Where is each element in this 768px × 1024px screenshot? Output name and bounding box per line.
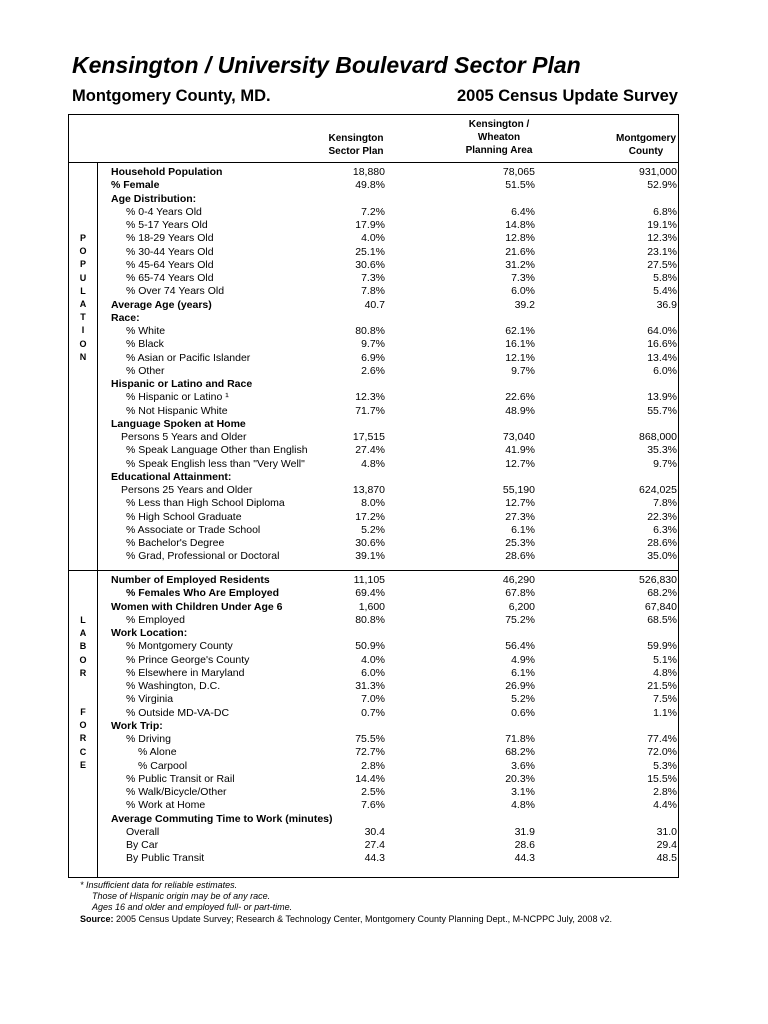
cell-value: 72.7%	[355, 746, 385, 759]
table-row	[69, 852, 680, 865]
table-row	[69, 431, 680, 444]
cell-value: 9.7%	[511, 364, 535, 377]
row-label: % 18-29 Years Old	[126, 232, 214, 245]
source-line	[80, 914, 612, 924]
cell-value: 75.5%	[355, 733, 385, 745]
footnotes	[80, 880, 292, 913]
column-header-planning-area	[449, 118, 549, 157]
cell-value: 48.5	[656, 852, 677, 865]
row-label: % Alone	[138, 746, 177, 759]
cell-value: 69.4%	[355, 587, 385, 600]
cell-value: 5.4%	[653, 285, 677, 298]
cell-value: 9.7%	[361, 338, 385, 351]
cell-value: 27.4%	[355, 444, 385, 457]
table-row	[69, 537, 680, 550]
table-row	[69, 193, 680, 206]
table-row	[69, 773, 680, 786]
cell-value: 28.6	[514, 839, 535, 851]
cell-value: 67.8%	[505, 587, 535, 600]
section-letter: P	[79, 233, 86, 243]
cell-value: 31.2%	[505, 258, 535, 271]
table-row	[69, 219, 680, 232]
header-divider	[69, 162, 678, 163]
cell-value: 46,290	[502, 574, 535, 586]
cell-value: 36.9	[656, 298, 677, 311]
table-row	[69, 667, 680, 680]
column-header-line: Planning Area	[465, 145, 533, 156]
cell-value: 25.1%	[355, 245, 385, 258]
section-letter: P	[79, 259, 86, 270]
cell-value: 22.3%	[647, 510, 677, 523]
table-row	[69, 524, 680, 537]
table-row	[69, 378, 680, 391]
table-row	[69, 680, 680, 693]
cell-value: 62.1%	[505, 325, 535, 337]
cell-value: 1.1%	[653, 706, 677, 719]
section-letter: E	[79, 759, 86, 770]
row-label: % High School Graduate	[126, 510, 242, 523]
row-label: % Washington, D.C.	[126, 680, 221, 692]
cell-value: 12.7%	[505, 497, 535, 510]
table-row	[69, 484, 680, 497]
cell-value: 75.2%	[505, 613, 535, 626]
table-row	[69, 760, 680, 773]
section-letter: L	[80, 285, 86, 296]
cell-value: 0.7%	[361, 706, 385, 719]
cell-value: 35.3%	[647, 444, 677, 457]
column-header-line: Kensington	[328, 133, 384, 144]
cell-value: 59.9%	[647, 640, 677, 653]
column-header-line: Wheaton	[477, 132, 521, 143]
row-label: % Speak Language Other than English	[126, 444, 308, 457]
cell-value: 5.1%	[653, 653, 677, 666]
cell-value: 39.2	[514, 298, 535, 311]
cell-value: 2.8%	[653, 786, 677, 798]
section-letter: L	[80, 615, 86, 625]
cell-value: 51.5%	[505, 179, 535, 192]
cell-value: 77.4%	[647, 733, 677, 745]
column-header-line: Montgomery	[616, 133, 676, 144]
cell-value: 21.6%	[505, 245, 535, 258]
row-label: % Hispanic or Latino ¹	[126, 391, 229, 404]
cell-value: 13,870	[352, 484, 385, 496]
cell-value: 35.0%	[647, 550, 677, 563]
cell-value: 4.8%	[511, 799, 535, 812]
cell-value: 41.9%	[505, 444, 535, 457]
table-row	[69, 587, 680, 600]
cell-value: 12.1%	[505, 351, 535, 364]
source-text: 2005 Census Update Survey; Research & Technology Center, Montgomery County Planning Dept., M-NCPPC July, 2008 v2.	[116, 914, 612, 924]
section-letter: A	[79, 299, 87, 310]
cell-value: 29.4	[656, 839, 677, 851]
table-row	[69, 839, 680, 852]
footnote: Those of Hispanic origin may be of any race.	[92, 891, 271, 901]
row-label: % White	[126, 325, 166, 337]
cell-value: 4.8%	[361, 457, 385, 470]
cell-value: 4.9%	[511, 653, 535, 666]
section-letter: F	[80, 707, 86, 717]
cell-value: 72.0%	[647, 746, 677, 759]
table-row	[69, 640, 680, 653]
row-label: % Walk/Bicycle/Other	[126, 786, 227, 798]
cell-value: 5.3%	[653, 759, 677, 772]
row-label: % Work at Home	[126, 799, 206, 812]
table-row	[69, 259, 680, 272]
cell-value: 31.0	[656, 825, 677, 838]
cell-value: 18,880	[352, 166, 385, 178]
table-row	[69, 550, 680, 563]
row-label: % Associate or Trade School	[126, 523, 261, 536]
cell-value: 30.6%	[355, 537, 385, 549]
cell-value: 55,190	[502, 484, 535, 496]
cell-value: 71.7%	[355, 404, 385, 417]
cell-value: 17,515	[352, 431, 385, 443]
table-row	[69, 471, 680, 484]
row-label: % Asian or Pacific Islander	[126, 351, 251, 364]
cell-value: 7.2%	[361, 205, 385, 218]
row-label: % 45-64 Years Old	[126, 258, 214, 271]
table-row	[69, 574, 680, 587]
cell-value: 13.9%	[647, 391, 677, 404]
cell-value: 9.7%	[653, 457, 677, 470]
table-row	[69, 325, 680, 338]
row-label: % Black	[126, 338, 164, 351]
survey-subtitle: 2005 Census Update Survey	[456, 87, 678, 105]
section-letter: O	[79, 720, 87, 731]
footnote: Ages 16 and older and employed full- or part-time.	[92, 902, 293, 912]
cell-value: 868,000	[639, 431, 677, 443]
cell-value: 52.9%	[647, 179, 677, 192]
cell-value: 25.3%	[505, 537, 535, 549]
cell-value: 7.5%	[653, 693, 677, 706]
column-header-county	[596, 132, 696, 158]
cell-value: 68.5%	[647, 613, 677, 626]
cell-value: 55.7%	[647, 404, 677, 417]
cell-value: 14.4%	[355, 772, 385, 785]
table-row	[69, 733, 680, 746]
table-row	[69, 497, 680, 510]
cell-value: 68.2%	[647, 587, 677, 600]
table-row	[69, 246, 680, 259]
column-header-sector-plan	[306, 132, 406, 158]
cell-value: 78,065	[502, 166, 535, 178]
cell-value: 6.0%	[511, 285, 535, 298]
cell-value: 11,105	[353, 574, 385, 586]
row-label: Persons 25 Years and Older	[121, 484, 253, 496]
cell-value: 526,830	[639, 574, 677, 586]
cell-value: 19.1%	[647, 219, 677, 231]
cell-value: 7.3%	[361, 272, 385, 284]
cell-value: 49.8%	[355, 179, 385, 192]
row-label: % Carpool	[138, 759, 188, 772]
table-row	[69, 418, 680, 431]
row-label: % Not Hispanic White	[126, 404, 228, 417]
cell-value: 5.2%	[511, 693, 535, 706]
cell-value: 16.1%	[505, 338, 535, 351]
cell-value: 13.4%	[647, 351, 677, 364]
row-label: Hispanic or Latino and Race	[111, 378, 253, 390]
cell-value: 4.0%	[361, 232, 385, 245]
cell-value: 2.6%	[361, 364, 385, 377]
table-row	[69, 707, 680, 720]
cell-value: 22.6%	[505, 391, 535, 404]
row-label: % Outside MD-VA-DC	[126, 706, 230, 719]
row-label: By Car	[126, 839, 159, 851]
table-row	[69, 365, 680, 378]
section-letter: C	[79, 746, 87, 757]
cell-value: 17.9%	[355, 219, 385, 231]
cell-value: 31.9	[514, 825, 535, 838]
row-label: Age Distribution:	[111, 192, 197, 205]
table-row	[69, 799, 680, 812]
cell-value: 56.4%	[505, 640, 535, 653]
table-row	[69, 627, 680, 640]
row-label: % Grad, Professional or Doctoral	[126, 550, 280, 563]
page-title: Kensington / University Boulevard Sector Plan	[72, 52, 581, 78]
table-row	[69, 444, 680, 457]
cell-value: 8.0%	[361, 497, 385, 510]
table-row	[69, 601, 680, 614]
table-row	[69, 614, 680, 627]
cell-value: 6.0%	[653, 364, 677, 377]
footnote: * Insufficient data for reliable estimates.	[80, 880, 238, 890]
row-label: % Less than High School Diploma	[126, 497, 285, 510]
cell-value: 71.8%	[505, 733, 535, 745]
cell-value: 4.8%	[653, 666, 677, 679]
cell-value: 15.5%	[647, 772, 677, 785]
cell-value: 6,200	[508, 600, 535, 613]
row-label: Number of Employed Residents	[111, 574, 270, 586]
cell-value: 31.3%	[355, 680, 385, 692]
cell-value: 44.3	[514, 852, 535, 865]
cell-value: 16.6%	[647, 338, 677, 351]
row-label: By Public Transit	[126, 852, 205, 865]
source-label: Source:	[80, 914, 114, 924]
section-letter: R	[79, 667, 87, 678]
cell-value: 6.8%	[653, 205, 677, 218]
cell-value: 0.6%	[511, 706, 535, 719]
table-row	[69, 458, 680, 471]
table-row	[69, 299, 680, 312]
row-label: Race:	[111, 311, 140, 324]
row-label: % Speak English less than "Very Well"	[126, 457, 305, 470]
row-label: Educational Attainment:	[111, 470, 232, 483]
table-row	[69, 511, 680, 524]
cell-value: 50.9%	[355, 640, 385, 653]
cell-value: 73,040	[502, 431, 535, 443]
row-label: Language Spoken at Home	[111, 417, 246, 430]
cell-value: 27.5%	[647, 258, 677, 271]
cell-value: 28.6%	[505, 550, 535, 563]
row-label: % Over 74 Years Old	[126, 285, 225, 298]
cell-value: 7.8%	[653, 497, 677, 510]
table-row	[69, 746, 680, 759]
section-letter: T	[80, 312, 86, 323]
table-row	[69, 813, 680, 826]
cell-value: 64.0%	[647, 325, 677, 337]
cell-value: 1,600	[358, 600, 385, 613]
section-letter: R	[79, 733, 87, 744]
row-label: % Driving	[126, 733, 171, 745]
section-letter: B	[79, 641, 87, 652]
cell-value: 6.0%	[361, 666, 385, 679]
cell-value: 3.6%	[511, 759, 535, 772]
table-row	[69, 285, 680, 298]
section-letter: O	[79, 654, 87, 665]
row-label: % 65-74 Years Old	[126, 272, 214, 284]
cell-value: 17.2%	[355, 510, 385, 523]
cell-value: 7.0%	[361, 693, 385, 706]
cell-value: 6.4%	[511, 205, 535, 218]
row-label: % Females Who Are Employed	[126, 587, 280, 600]
cell-value: 6.3%	[653, 523, 677, 536]
cell-value: 21.5%	[647, 680, 677, 692]
section-divider	[69, 570, 678, 571]
row-label: Average Commuting Time to Work (minutes)	[111, 812, 333, 825]
row-label: % Public Transit or Rail	[126, 772, 235, 785]
row-label: % 5-17 Years Old	[126, 219, 208, 231]
cell-value: 7.8%	[361, 285, 385, 298]
table-row	[69, 826, 680, 839]
row-label: % 0-4 Years Old	[126, 205, 202, 218]
row-label: Work Trip:	[111, 719, 163, 732]
section-letter: O	[79, 246, 87, 257]
table-row	[69, 272, 680, 285]
row-label: % 30-44 Years Old	[126, 245, 214, 258]
row-label: % Employed	[126, 613, 185, 626]
column-header-line: Sector Plan	[328, 146, 384, 157]
table-row	[69, 232, 680, 245]
cell-value: 48.9%	[505, 404, 535, 417]
cell-value: 23.1%	[647, 245, 677, 258]
row-label: % Female	[111, 179, 160, 192]
row-label: Household Population	[111, 166, 223, 178]
row-label: % Bachelor's Degree	[126, 537, 225, 549]
cell-value: 5.2%	[361, 523, 385, 536]
cell-value: 14.8%	[505, 219, 535, 231]
row-label: % Other	[126, 364, 165, 377]
cell-value: 12.7%	[505, 457, 535, 470]
cell-value: 80.8%	[355, 325, 385, 337]
row-label: Persons 5 Years and Older	[121, 431, 247, 443]
table-row	[69, 654, 680, 667]
cell-value: 3.1%	[511, 786, 535, 798]
table-row	[69, 405, 680, 418]
cell-value: 30.6%	[355, 258, 385, 271]
cell-value: 68.2%	[505, 746, 535, 759]
cell-value: 6.1%	[511, 523, 535, 536]
row-label: % Montgomery County	[126, 640, 233, 653]
cell-value: 67,840	[644, 600, 677, 613]
county-subtitle: Montgomery County, MD.	[72, 87, 271, 105]
table-row	[69, 391, 680, 404]
cell-value: 44.3	[364, 852, 385, 865]
section-letter: U	[79, 272, 87, 283]
cell-value: 12.3%	[647, 232, 677, 245]
table-row	[69, 786, 680, 799]
cell-value: 26.9%	[505, 680, 535, 692]
table-row	[69, 206, 680, 219]
table-row	[69, 352, 680, 365]
cell-value: 27.3%	[505, 510, 535, 523]
cell-value: 931,000	[639, 166, 677, 178]
table-row	[69, 338, 680, 351]
cell-value: 6.9%	[361, 351, 385, 364]
cell-value: 12.8%	[505, 232, 535, 245]
section-letter: O	[79, 338, 87, 349]
row-label: % Elsewhere in Maryland	[126, 666, 245, 679]
table-row	[69, 720, 680, 733]
cell-value: 39.1%	[355, 550, 385, 563]
cell-value: 28.6%	[647, 537, 677, 549]
cell-value: 4.0%	[361, 653, 385, 666]
cell-value: 624,025	[639, 484, 677, 496]
row-label: Work Location:	[111, 627, 188, 639]
data-table	[68, 114, 679, 878]
column-header-line: County	[628, 146, 664, 157]
section-letter: I	[81, 325, 85, 336]
row-label: Women with Children Under Age 6	[111, 600, 283, 613]
row-label: % Virginia	[126, 693, 174, 706]
section-letter: A	[79, 628, 87, 639]
cell-value: 80.8%	[355, 613, 385, 626]
column-header-line: Kensington /	[468, 119, 530, 130]
table-row	[69, 693, 680, 706]
cell-value: 27.4	[364, 839, 385, 851]
cell-value: 4.4%	[653, 799, 677, 812]
cell-value: 20.3%	[505, 772, 535, 785]
table-row	[69, 179, 680, 192]
cell-value: 7.6%	[361, 799, 385, 812]
section-letter: N	[79, 351, 87, 362]
cell-value: 12.3%	[355, 391, 385, 404]
table-row	[69, 312, 680, 325]
cell-value: 40.7	[364, 298, 385, 311]
cell-value: 5.8%	[653, 272, 677, 284]
row-label: Overall	[126, 825, 160, 838]
cell-value: 7.3%	[511, 272, 535, 284]
cell-value: 2.5%	[361, 786, 385, 798]
row-label: Average Age (years)	[111, 298, 212, 311]
cell-value: 30.4	[364, 825, 385, 838]
cell-value: 2.8%	[361, 759, 385, 772]
row-label: % Prince George's County	[126, 653, 250, 666]
table-row	[69, 166, 680, 179]
cell-value: 6.1%	[511, 666, 535, 679]
